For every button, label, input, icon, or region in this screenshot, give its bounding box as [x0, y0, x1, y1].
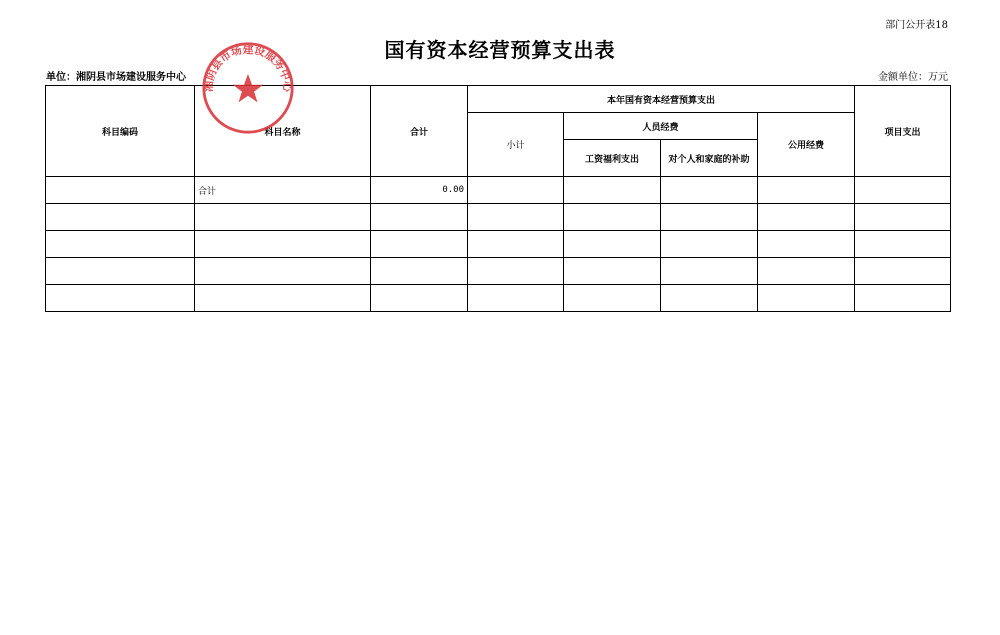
cell-project [855, 177, 951, 204]
cell-public [758, 231, 855, 258]
page-title: 国有资本经营预算支出表 [384, 38, 616, 62]
header-public: 公用经费 [758, 113, 855, 177]
header-name: 科目名称 [195, 86, 371, 177]
cell-wages [564, 285, 661, 312]
table-row [46, 258, 951, 285]
header-code: 科目编码 [46, 86, 195, 177]
cell-wages [564, 258, 661, 285]
cell-public [758, 285, 855, 312]
cell-name: 合计 [195, 177, 371, 204]
form-number: 部门公开表18 [885, 20, 948, 31]
cell-subtotal [468, 258, 564, 285]
cell-subsidy [661, 285, 758, 312]
cell-code [46, 204, 195, 231]
cell-total [371, 258, 468, 285]
cell-project [855, 285, 951, 312]
header-subtotal: 小计 [468, 113, 564, 177]
cell-public [758, 177, 855, 204]
header-personnel: 人员经费 [564, 113, 758, 140]
cell-wages [564, 231, 661, 258]
cell-name [195, 204, 371, 231]
cell-code [46, 231, 195, 258]
cell-total [371, 204, 468, 231]
cell-code [46, 177, 195, 204]
cell-name [195, 231, 371, 258]
cell-total [371, 231, 468, 258]
cell-subtotal [468, 177, 564, 204]
cell-total: 0.00 [371, 177, 468, 204]
header-wages: 工资福利支出 [564, 140, 661, 177]
cell-wages [564, 177, 661, 204]
cell-code [46, 258, 195, 285]
money-unit-label: 金额单位：万元 [878, 72, 948, 83]
cell-subsidy [661, 231, 758, 258]
cell-subtotal [468, 231, 564, 258]
cell-public [758, 204, 855, 231]
cell-name [195, 258, 371, 285]
cell-total [371, 285, 468, 312]
unit-label: 单位：湘阴县市场建设服务中心 [46, 72, 186, 83]
table-row [46, 177, 951, 204]
cell-subtotal [468, 204, 564, 231]
header-subsidy: 对个人和家庭的补助 [661, 140, 758, 177]
cell-project [855, 258, 951, 285]
header-current-year: 本年国有资本经营预算支出 [468, 86, 855, 113]
cell-wages [564, 204, 661, 231]
header-project: 项目支出 [855, 86, 951, 177]
cell-name [195, 285, 371, 312]
cell-subtotal [468, 285, 564, 312]
expenditure-table [45, 85, 951, 312]
table-row [46, 231, 951, 258]
cell-subsidy [661, 177, 758, 204]
cell-code [46, 285, 195, 312]
cell-subsidy [661, 204, 758, 231]
cell-subsidy [661, 258, 758, 285]
seal-text: 湘阴县市场建设服务中心 [202, 42, 294, 93]
cell-public [758, 258, 855, 285]
official-seal [201, 41, 295, 135]
header-total: 合计 [371, 86, 468, 177]
cell-project [855, 231, 951, 258]
seal-star-icon [233, 74, 263, 102]
cell-project [855, 204, 951, 231]
table-row [46, 204, 951, 231]
table-row [46, 285, 951, 312]
